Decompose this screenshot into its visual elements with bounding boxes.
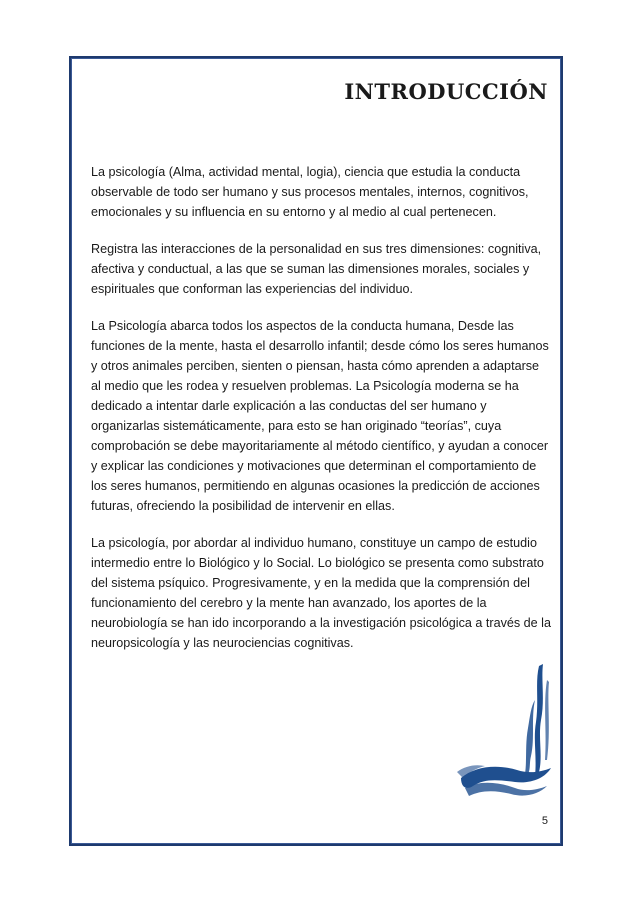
page-title: INTRODUCCIÓN xyxy=(344,79,548,104)
paragraph-4: La psicología, por abordar al individuo humano, constituye un campo de estudio intermedio entre lo Biológico y lo Social. Lo biológico se presenta como substrato del sistema psíquico. Progresivamente, y en la medida que la comprensión del funcionamiento del cerebro y la mente han avanzado, los aportes de la neurobiología se han ido incorporando a la investigación psicológica a través de la neuropsicología y las neurociencias cognitivas. xyxy=(91,536,551,650)
paragraph-1: La psicología (Alma, actividad mental, logia), ciencia que estudia la conducta observable de todo ser humano y sus procesos mentales, internos, cognitivos, emocionales y su influencia en su entorno y al medio al cual pertenecen. xyxy=(91,165,529,219)
page-number: 5 xyxy=(541,815,548,827)
paragraph-3: La Psicología abarca todos los aspectos de la conducta humana, Desde las funciones de la mente, hasta el desarrollo infantil; desde cómo los seres humanos y otros animales perciben, sienten o piensan, hasta cómo aprenden a adaptarse al medio que les rodea y resuelven problemas. La Psicología moderna se ha dedicado a intentar darle explicación a las conductas del ser humano y organizarlas sistemáticamente, para esto se han originado “teorías”, cuya comprobación se debe mayoritariamente al método científico, y ayudan a conocer y explicar las condiciones y motivaciones que determinan el comportamiento de los seres humanos, permitiendo en algunas ocasiones la predicción de acciones futuras, ofreciendo la posibilidad de intervenir en ellas. xyxy=(91,319,549,513)
brush-stroke-ornament-icon xyxy=(455,660,555,800)
paragraph-2: Registra las interacciones de la personalidad en sus tres dimensiones: cognitiva, afectiva y conductual, a las que se suman las dimensiones morales, sociales y espirituales que conforman las experiencias del individuo. xyxy=(91,242,542,296)
body-text xyxy=(91,162,551,670)
